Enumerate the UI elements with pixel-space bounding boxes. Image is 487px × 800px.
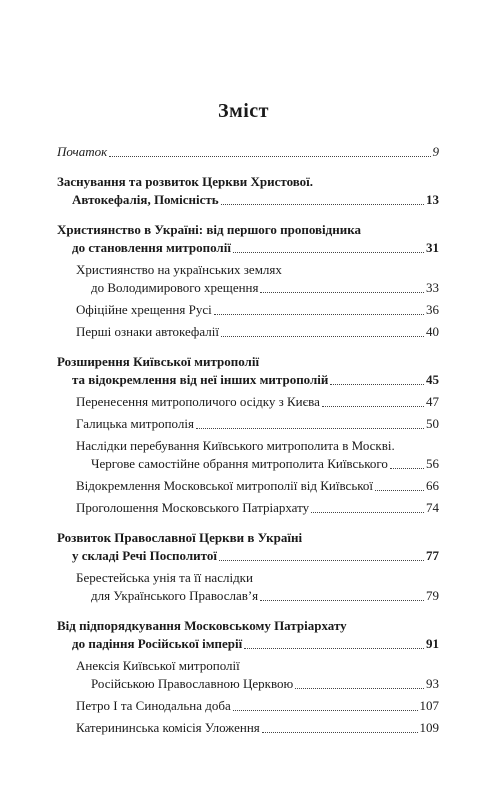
- toc-section-5-line1[interactable]: [57, 617, 439, 635]
- toc-page-number: 36: [426, 302, 439, 317]
- dot-leader: [196, 428, 424, 429]
- toc-entry-intro[interactable]: [57, 143, 439, 161]
- toc-entry-line1[interactable]: [57, 657, 439, 675]
- toc-section-5[interactable]: [57, 635, 439, 653]
- dot-leader: [262, 732, 418, 733]
- dot-leader: [219, 560, 424, 561]
- toc-section-label: Автокефалія, Помісність: [72, 192, 219, 207]
- toc-section-2[interactable]: [57, 239, 439, 257]
- table-of-contents: [57, 143, 439, 737]
- toc-section-1-line1[interactable]: [57, 173, 439, 191]
- toc-entry[interactable]: [57, 455, 439, 473]
- toc-entry[interactable]: [57, 415, 439, 433]
- toc-section-4[interactable]: [57, 547, 439, 565]
- toc-page-number: 31: [426, 240, 439, 255]
- toc-entry-label: Перші ознаки автокефалії: [76, 324, 219, 339]
- toc-section-label: Розвиток Православної Церкви в Україні: [57, 530, 303, 545]
- toc-page-number: 77: [426, 548, 439, 563]
- toc-entry[interactable]: [57, 301, 439, 319]
- toc-section-label: та відокремлення від неї інших митрополій: [72, 372, 329, 387]
- toc-section-3[interactable]: [57, 371, 439, 389]
- toc-entry-label: Галицька митрополія: [76, 416, 194, 431]
- toc-page-number: 40: [426, 324, 439, 339]
- dot-leader: [214, 314, 424, 315]
- dot-leader: [375, 490, 424, 491]
- toc-entry-label: Проголошення Московського Патріархату: [76, 500, 310, 515]
- toc-section-1[interactable]: [57, 191, 439, 209]
- toc-entry[interactable]: [57, 499, 439, 517]
- dot-leader: [322, 406, 424, 407]
- toc-page-number: 74: [426, 500, 439, 515]
- toc-entry[interactable]: [57, 675, 439, 693]
- dot-leader: [221, 204, 424, 205]
- toc-section-2-line1[interactable]: [57, 221, 439, 239]
- dot-leader: [233, 252, 424, 253]
- toc-entry-label: Анексія Київської митрополії: [76, 658, 240, 673]
- dot-leader: [260, 600, 424, 601]
- toc-section-label: Християнство в Україні: від першого проповідника: [57, 222, 361, 237]
- toc-section-3-line1[interactable]: [57, 353, 439, 371]
- dot-leader: [221, 336, 424, 337]
- toc-entry-label: Російською Православною Церквою: [91, 676, 294, 691]
- toc-section-4-line1[interactable]: [57, 529, 439, 547]
- toc-entry-label: Початок: [57, 144, 108, 159]
- page-title: Зміст: [218, 100, 269, 122]
- toc-page-number: 47: [426, 394, 439, 409]
- toc-entry[interactable]: [57, 323, 439, 341]
- toc-section-label: Від підпорядкування Московському Патріархату: [57, 618, 347, 633]
- toc-entry-line1[interactable]: [57, 261, 439, 279]
- toc-page-number: 33: [426, 280, 439, 295]
- toc-page-number: 66: [426, 478, 439, 493]
- toc-entry[interactable]: [57, 393, 439, 411]
- dot-leader: [390, 468, 424, 469]
- toc-page-number: 13: [426, 192, 439, 207]
- toc-section-label: у складі Речі Посполитої: [72, 548, 217, 563]
- toc-section-label: Розширення Київської митрополії: [57, 354, 260, 369]
- toc-entry-label: Наслідки перебування Київського митрополита в Москві.: [76, 438, 395, 453]
- toc-entry-label: Перенесення митрополичого осідку з Києва: [76, 394, 320, 409]
- toc-entry-line1[interactable]: [57, 437, 439, 455]
- toc-entry-label: до Володимирового хрещення: [91, 280, 259, 295]
- toc-page-number: 45: [426, 372, 439, 387]
- toc-entry-label: Чергове самостійне обрання митрополита Київського: [91, 456, 388, 471]
- toc-page-number: 109: [419, 720, 439, 735]
- toc-page-number: 79: [426, 588, 439, 603]
- dot-leader: [233, 710, 418, 711]
- dot-leader: [260, 292, 424, 293]
- toc-entry[interactable]: [57, 587, 439, 605]
- toc-entry-label: Катерининська комісія Уложення: [76, 720, 260, 735]
- toc-entry[interactable]: [57, 477, 439, 495]
- toc-section-label: Заснування та розвиток Церкви Христової.: [57, 174, 314, 189]
- dot-leader: [109, 156, 430, 157]
- toc-section-label: до падіння Російської імперії: [72, 636, 243, 651]
- toc-page-number: 107: [419, 698, 439, 713]
- toc-entry-label: для Українського Православ’я: [91, 588, 259, 603]
- toc-entry-label: Християнство на українських землях: [76, 262, 282, 277]
- toc-entry-line1[interactable]: [57, 569, 439, 587]
- toc-entry-label: Відокремлення Московської митрополії від Київської: [76, 478, 374, 493]
- dot-leader: [311, 512, 424, 513]
- toc-entry-label: Берестейська унія та її наслідки: [76, 570, 253, 585]
- toc-page-number: 93: [426, 676, 439, 691]
- toc-page-number: 56: [426, 456, 439, 471]
- dot-leader: [330, 384, 424, 385]
- toc-page-number: 9: [432, 144, 439, 159]
- toc-entry[interactable]: [57, 697, 439, 715]
- toc-section-label: до становлення митрополії: [72, 240, 231, 255]
- toc-entry-label: Петро І та Синодальна доба: [76, 698, 231, 713]
- dot-leader: [244, 648, 424, 649]
- toc-entry[interactable]: [57, 279, 439, 297]
- toc-entry[interactable]: [57, 719, 439, 737]
- toc-page-number: 50: [426, 416, 439, 431]
- toc-page-number: 91: [426, 636, 439, 651]
- dot-leader: [295, 688, 424, 689]
- toc-entry-label: Офіційне хрещення Русі: [76, 302, 212, 317]
